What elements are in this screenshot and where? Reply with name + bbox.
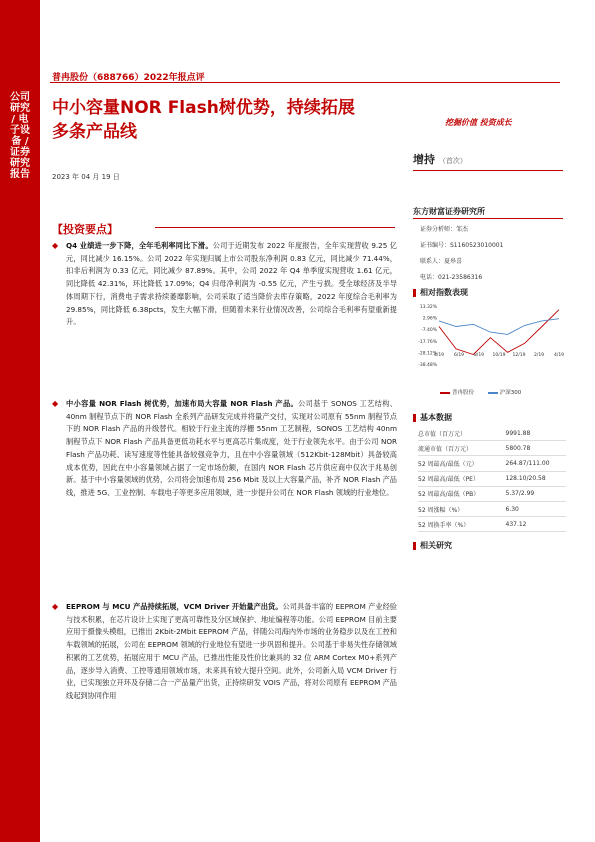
x-tick-label: 4/19 (433, 353, 445, 358)
phone-line: 电话：021-23586316 (420, 274, 483, 281)
series-line-stock (439, 310, 559, 355)
rating-label: 增持 (413, 153, 435, 166)
y-tick-label: 13.32% (419, 305, 437, 310)
y-tick-label: -28.12% (418, 351, 437, 357)
rating (413, 151, 467, 167)
table-row: 52 周最高/最低（元） 264.87/111.00 (418, 456, 566, 471)
series-line-index (439, 319, 559, 335)
basic-data-title: 基本数据 (420, 413, 452, 422)
institution-rule (413, 218, 563, 219)
legend-stock-swatch (440, 392, 450, 394)
slogan: 挖掘价值 投资成长 (445, 118, 512, 127)
legend-index: 沪深300 (488, 388, 522, 396)
legend-stock: 普冉股份 (440, 388, 474, 396)
y-tick-label: -38.48% (418, 363, 437, 368)
key-point-1-heading: Q4 业绩进一步下降，全年毛利率同比下滑。 (66, 241, 213, 250)
cert-line: 证书编号：S1160523010001 (420, 242, 504, 249)
table-row: 52 周最高/最低（PE） 128.10/20.58 (418, 471, 566, 486)
title-line-1: 中小容量NOR Flash树优势，持续拓展 (52, 98, 355, 118)
key-point-1 (52, 240, 397, 329)
key-points-title: 【投资要点】 (52, 223, 118, 236)
x-tick-label: 10/19 (492, 353, 506, 358)
institution-name: 东方财富证券研究所 (413, 207, 485, 216)
bullet-icon: ◆ (52, 241, 59, 250)
sidebar-category: 公司研究 / 电子设备 / 证券研究报告 (10, 92, 30, 180)
x-tick-label: 6/19 (453, 353, 465, 358)
key-points-rule (155, 227, 395, 228)
key-point-3-heading: EEPROM 与 MCU 产品持续拓展，VCM Driver 开始量产出货。 (66, 602, 283, 611)
sidebar (0, 0, 40, 842)
key-point-3 (52, 601, 397, 703)
report-type: 普冉股份（688766）2022年报点评 (52, 73, 205, 83)
key-point-1-body: 公司于近期发布 2022 年度报告，全年实现营收 9.25 亿元，同比减少 16.15%。公司 2022 年实现归属上市公司股东净利润 0.83 亿元，同比减少 71.44%，扣非后利润为 0.33 亿元，同比减少 87.89%。其中，公司 2022 年 Q4 单季度实现营收 1.61 亿元，同比降低 42.31%，环比降低 17.09%；Q4 归母净利润为 -0.55 亿元，产生亏损。受全球经济及半导体周期下行，消费电子需求持续萎靡影响，公司采取了适当降价去库存策略，2022 年度综合毛利率为 29.85%，同比降低 6.38pcts，发生大幅下滑，但随着未来行业情况改善，公司综合毛利率有望重新提升。 (66, 241, 397, 327)
rating-sub: （首次） (438, 157, 467, 165)
bullet-icon: ◆ (52, 399, 59, 408)
key-point-2 (52, 398, 397, 500)
table-row: 52 周换手率（%） 437.12 (418, 517, 566, 532)
related-research-title: 相关研究 (420, 541, 452, 550)
table-row: 52 周涨幅（%） 6.30 (418, 501, 566, 516)
analyst-line: 证券分析师：邹杰 (420, 226, 469, 233)
key-point-2-body: 公司基于 SONOS 工艺结构、40nm 制程节点下的 NOR Flash 全系列产品研发完成并将量产交付，实现对公司原有 55nm 制程节点下的 NOR Flash 产品的升级替代。相较于行业主流的浮栅 55nm 工艺制程，SONOS 工艺结构 40nm 制程节点下 NOR Flash 产品具备更低功耗水平与更高芯片集成度，处于行业领先水平。由于公司 NOR Flash 产品功耗、读写速度等性能具备较强竞争力，且在中小容量领域（512Kbit-128Mbit）具备较高成本优势，因此在中小容量领域占据了一定市场份额，在国内 NOR Flash 芯片供应商中仅次于兆易创新。基于中小容量领域的优势，公司将会加速布局 256 Mbit 及以上大容量产品，补齐 NOR Flash 产品线，推进 5G、工业控制、车载电子等更多应用领域，进一步提升公司在 NOR Flash 领域的行业地位。 (66, 399, 397, 497)
page-title (52, 96, 402, 144)
key-point-3-body: 公司具备丰富的 EEPROM 产业经验与技术积累，在芯片设计上实现了更高可靠性及分区域保护、地址编程等功能。公司 EEPROM 目前主要应用于摄像头模组，已推出 2Kbit-2Mbit EEPROM 产品，伴随公司海内外市场的业务稳步以及在工控和车载领域的拓展，公司在 EEPROM 领域的行业地位有望进一步巩固和提升。公司基于非易失性存储领域积累的工艺优势，拓展应用于 MCU 产品，已推出性能及性价比兼具的 32 位 ARM Cortex M0+系列产品，逐步导入消费、工控等通用领域市场，未来具有较大提升空间。此外，公司新入局 VCM Driver 行业，已实现独立开环及存储二合一产品量产出货，正持续研发 VOIS 产品，将对公司原有 EEPROM 产品线起到协同作用 (66, 602, 397, 700)
table-row: 流通市值（百万元） 5800.78 (418, 441, 566, 456)
table-row: 52 周最高/最低（PB） 5.37/2.99 (418, 486, 566, 501)
key-point-2-heading: 中小容量 NOR Flash 树优势，加速布局大容量 NOR Flash 产品。 (66, 399, 299, 408)
relative-index-chart (413, 302, 563, 382)
y-tick-label: -17.76% (418, 339, 437, 345)
contact-line: 联系人：夏皋喜 (420, 258, 463, 265)
x-tick-label: 8/19 (473, 353, 485, 358)
chart-legend (440, 388, 533, 396)
report-date: 2023 年 04 月 19 日 (52, 173, 120, 181)
x-tick-label: 2/19 (533, 353, 545, 358)
basic-data-table (418, 426, 566, 532)
x-tick-label: 12/19 (512, 353, 526, 358)
y-tick-label: -7.40% (421, 328, 437, 334)
legend-index-swatch (488, 392, 498, 394)
x-tick-label: 4/19 (553, 353, 565, 358)
bullet-icon: ◆ (52, 602, 59, 611)
index-chart-title: 相对指数表现 (420, 288, 468, 297)
title-line-2: 多条产品线 (52, 122, 137, 142)
y-tick-label: 2.96% (422, 316, 437, 322)
table-row: 总市值（百万元） 9991.88 (418, 426, 566, 441)
rating-divider (413, 170, 563, 171)
